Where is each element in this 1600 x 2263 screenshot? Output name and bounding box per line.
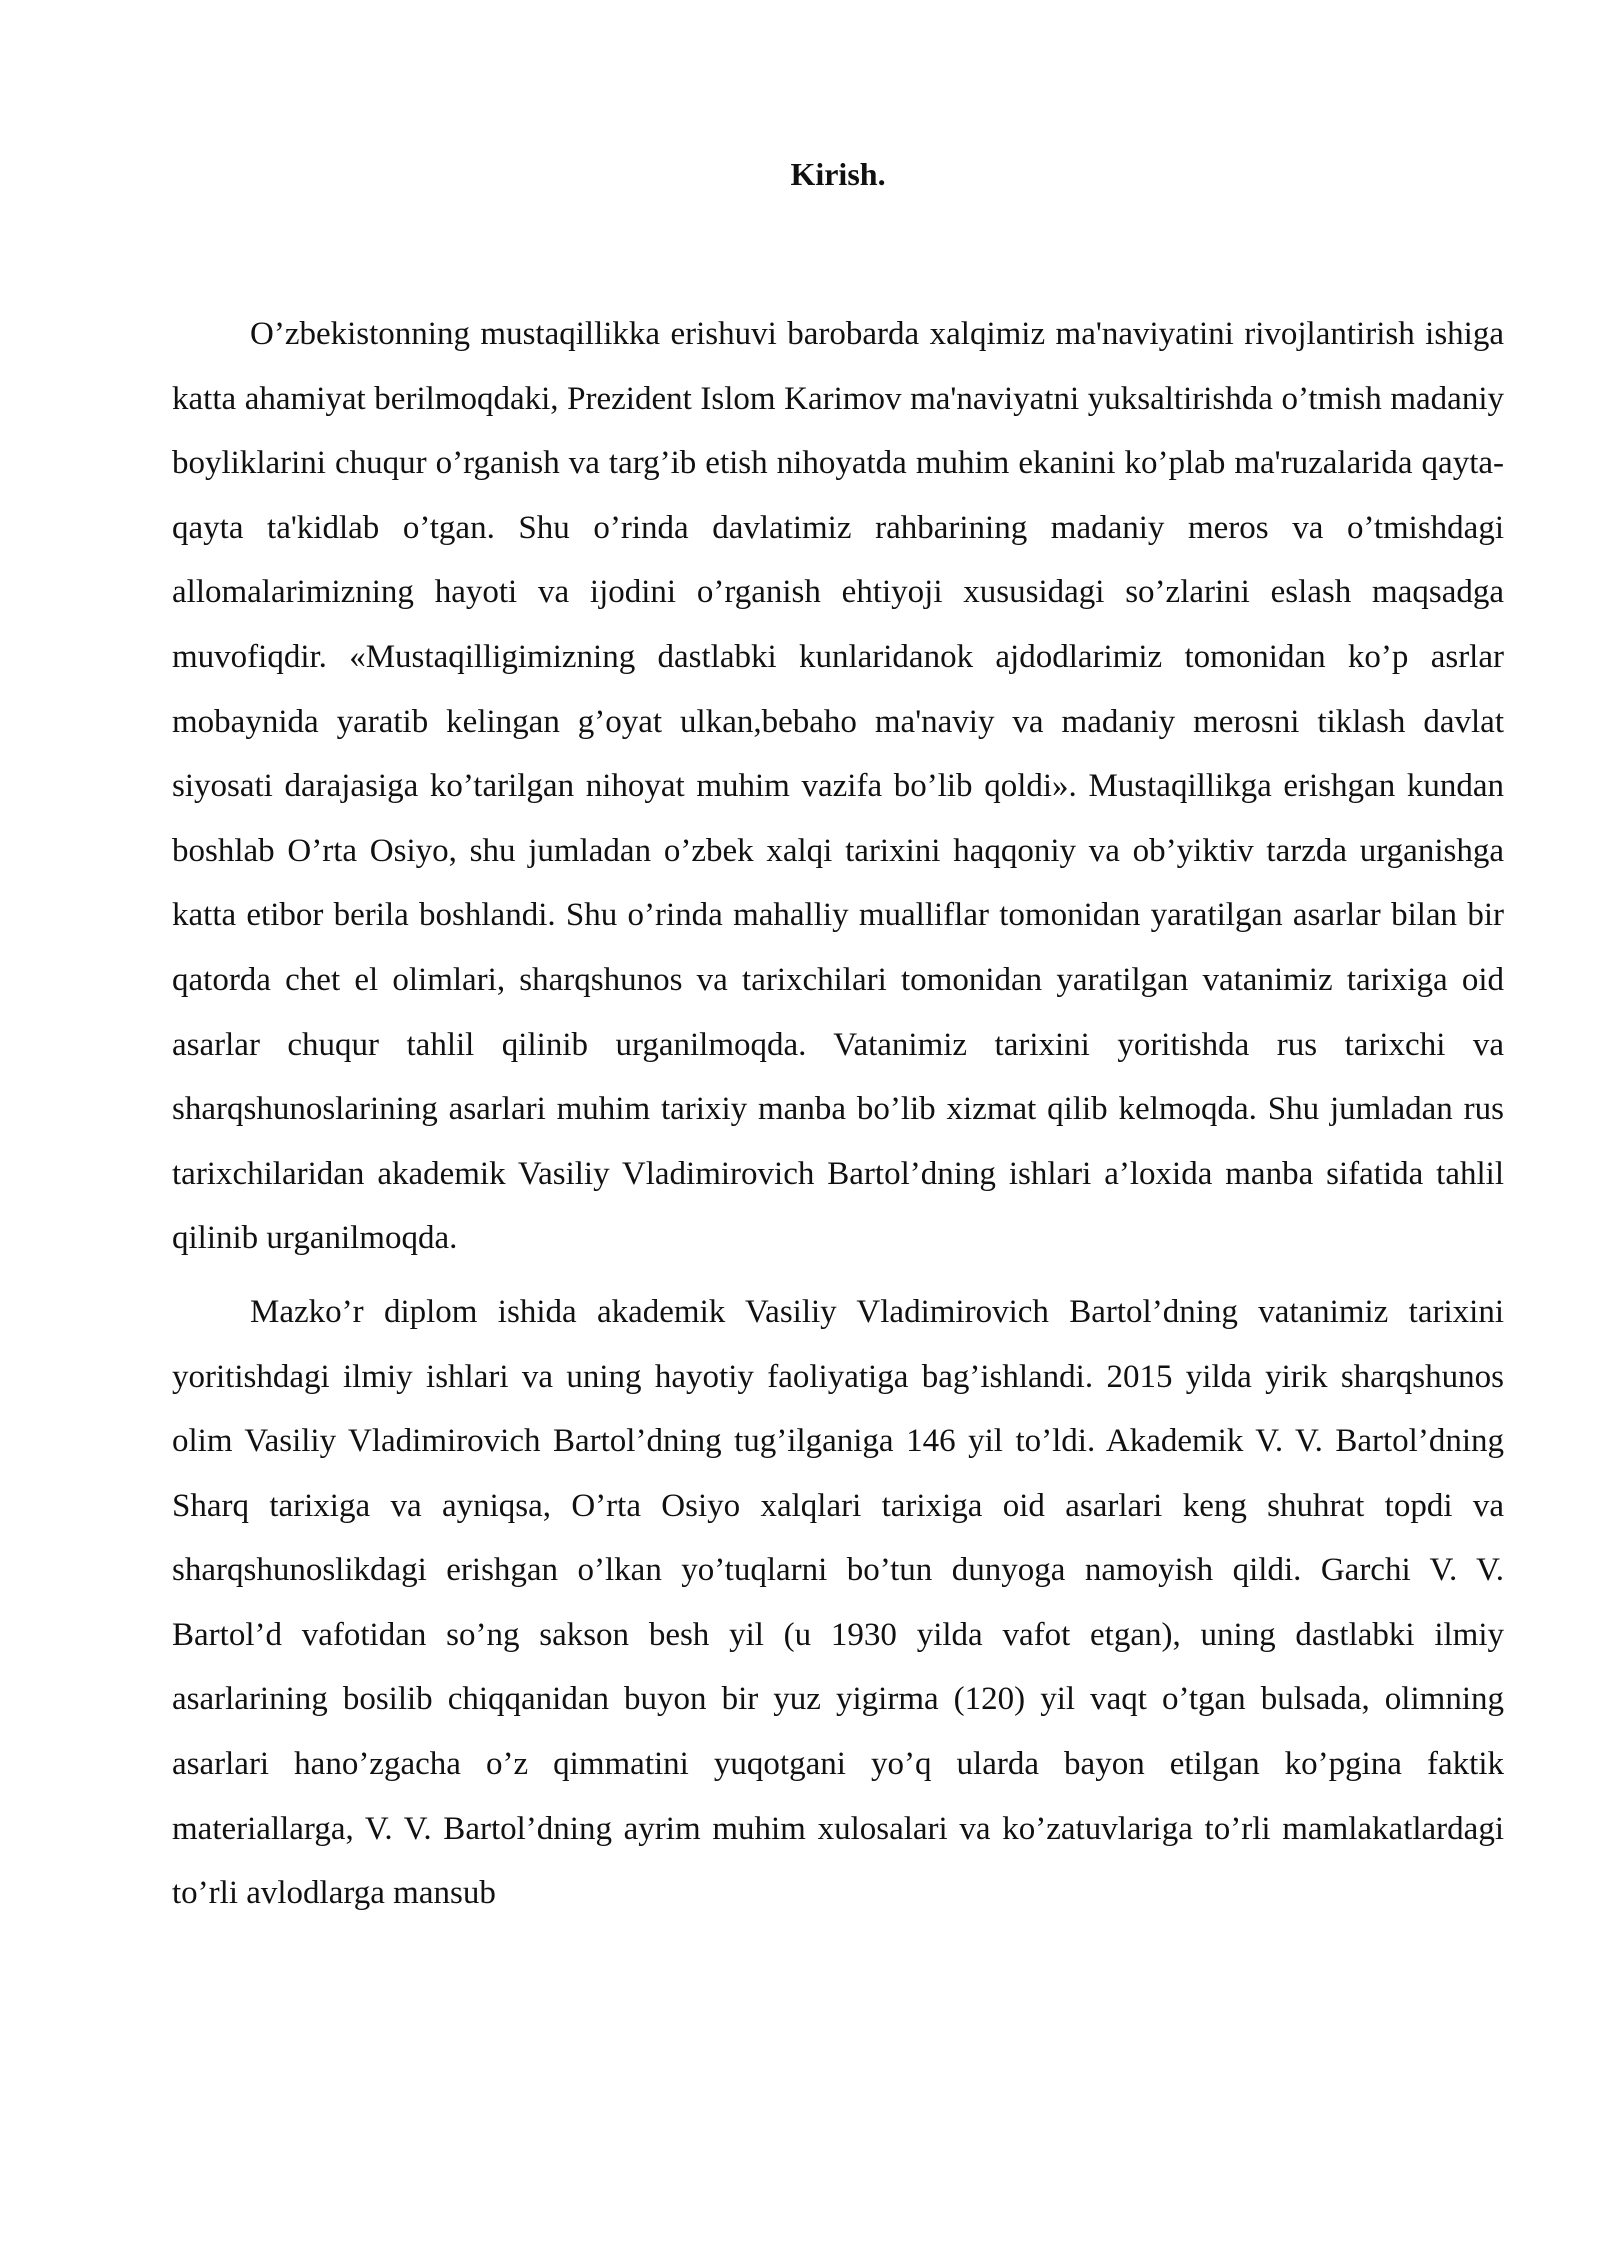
paragraph-2: Mazko’r diplom ishida akademik Vasiliy Vladimirovich Bartol’dning vatanimiz tarixini yoritishdagi ilmiy ishlari va uning hayotiy faoliyatiga bag’ishlandi. 2015 yilda yirik sharqshunos olim Vasiliy Vladimirovich Bartol’dning tug’ilganiga 146 yil to’ldi. Akademik V. V. Bartol’dning Sharq tarixiga va ayniqsa, O’rta Osiyo xalqlari tarixiga oid asarlari keng shuhrat topdi va sharqshunoslikdagi erishgan o’lkan yo’tuqlarni bo’tun dunyoga namoyish qildi. Garchi V. V. Bartol’d vafotidan so’ng sakson besh yil (u 1930 yilda vafot etgan), uning dastlabki ilmiy asarlarining bosilib chiqqanidan buyon bir yuz yigirma (120) yil vaqt o’tgan bulsada, olimning asarlari hano’zgacha o’z qimmatini yuqotgani yo’q ularda bayon etilgan ko’pgina faktik materiallarga, V. V. Bartol’dning ayrim muhim xulosalari va ko’zatuvlariga to’rli mamlakatlardagi to’rli avlodlarga mansub bbox=[172, 1293, 1504, 1912]
paragraph-1: O’zbekistonning mustaqillikka erishuvi barobarda xalqimiz ma'naviyatini rivojlantirish ishiga katta ahamiyat berilmoqdaki, Prezident Islom Karimov ma'naviyatni yuksaltirishda o’tmish madaniy boyliklarini chuqur o’rganish va targ’ib etish nihoyatda muhim ekanini ko’plab ma'ruzalarida qayta-qayta ta'kidlab o’tgan. Shu o’rinda davlatimiz rahbarining madaniy meros va o’tmishdagi allomalarimizning hayoti va ijodini o’rganish ehtiyoji xususidagi so’zlarini eslash maqsadga muvofiqdir. «Mustaqilligimizning dastlabki kunlaridanok ajdodlarimiz tomonidan ko’p asrlar mobaynida yaratib kelingan g’oyat ulkan,bebaho ma'naviy va madaniy merosni tiklash davlat siyosati darajasiga ko’tarilgan nihoyat muhim vazifa bo’lib qoldi». Mustaqillikga erishgan kundan boshlab O’rta Osiyo, shu jumladan o’zbek xalqi tarixini haqqoniy va ob’yiktiv tarzda urganishga katta etibor berila boshlandi. Shu o’rinda mahalliy mualliflar tomonidan yaratilgan asarlar bilan bir qatorda chet el olimlari, sharqshunos va tarixchilari tomonidan yaratilgan vatanimiz tarixiga oid asarlar chuqur tahlil qilinib urganilmoqda. Vatanimiz tarixini yoritishda rus tarixchi va sharqshunoslarining asarlari muhim tarixiy manba bo’lib xizmat qilib kelmoqda. Shu jumladan rus tarixchilaridan akademik Vasiliy Vladimirovich Bartol’dning ishlari a’loxida manba sifatida tahlil qilinib urganilmoqda. bbox=[172, 316, 1504, 1257]
page-title: Kirish. bbox=[790, 156, 886, 192]
